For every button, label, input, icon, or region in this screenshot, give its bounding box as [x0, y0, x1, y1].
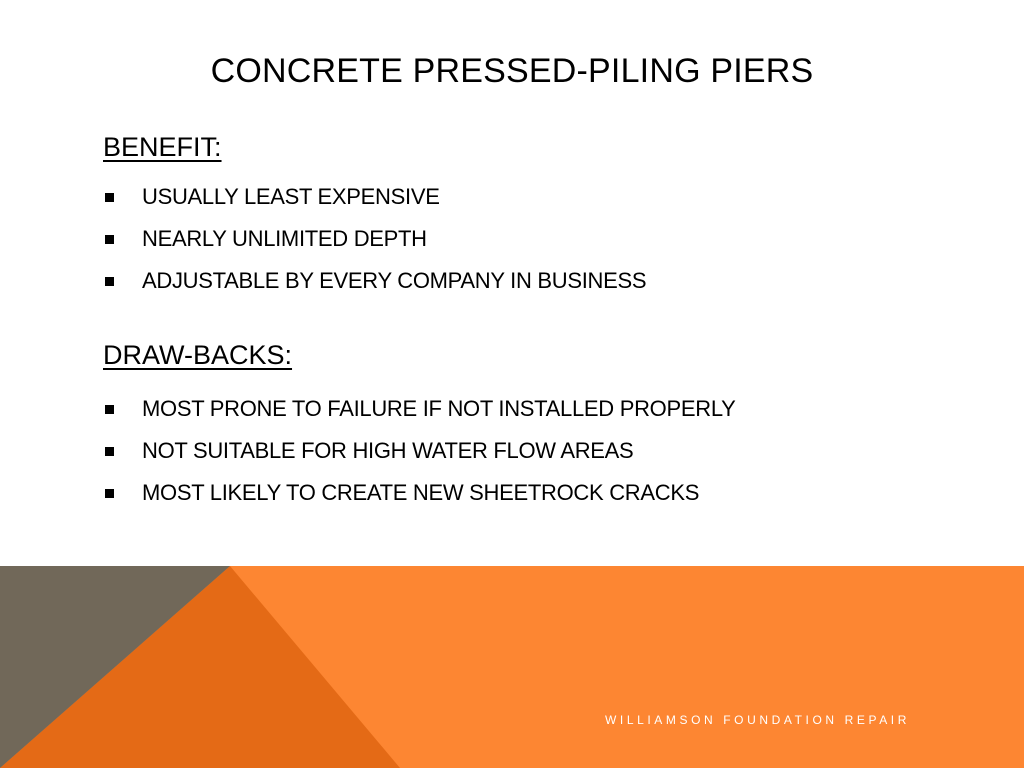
list-item [103, 472, 736, 514]
list-item-text: USUALLY LEAST EXPENSIVE [142, 184, 440, 209]
decorative-footer-band [0, 566, 1024, 768]
drawbacks-list [103, 388, 736, 514]
benefit-list [103, 176, 646, 302]
list-item [103, 260, 646, 302]
list-item-text: NOT SUITABLE FOR HIGH WATER FLOW AREAS [142, 438, 634, 463]
list-item-text: MOST PRONE TO FAILURE IF NOT INSTALLED PROPERLY [142, 396, 736, 421]
square-bullet-icon [105, 489, 114, 498]
list-item [103, 430, 736, 472]
square-bullet-icon [105, 405, 114, 414]
square-bullet-icon [105, 193, 114, 202]
list-item [103, 388, 736, 430]
list-item-text: ADJUSTABLE BY EVERY COMPANY IN BUSINESS [142, 268, 647, 293]
list-item-text: MOST LIKELY TO CREATE NEW SHEETROCK CRACKS [142, 480, 700, 505]
square-bullet-icon [105, 277, 114, 286]
drawbacks-heading: DRAW-BACKS: [103, 340, 293, 370]
list-item [103, 218, 646, 260]
benefit-heading: BENEFIT: [103, 132, 222, 162]
list-item [103, 176, 646, 218]
slide-title: CONCRETE PRESSED-PILING PIERS [210, 52, 814, 90]
square-bullet-icon [105, 447, 114, 456]
list-item-text: NEARLY UNLIMITED DEPTH [142, 226, 427, 251]
footer-company-name: WILLIAMSON FOUNDATION REPAIR [604, 713, 910, 727]
square-bullet-icon [105, 235, 114, 244]
